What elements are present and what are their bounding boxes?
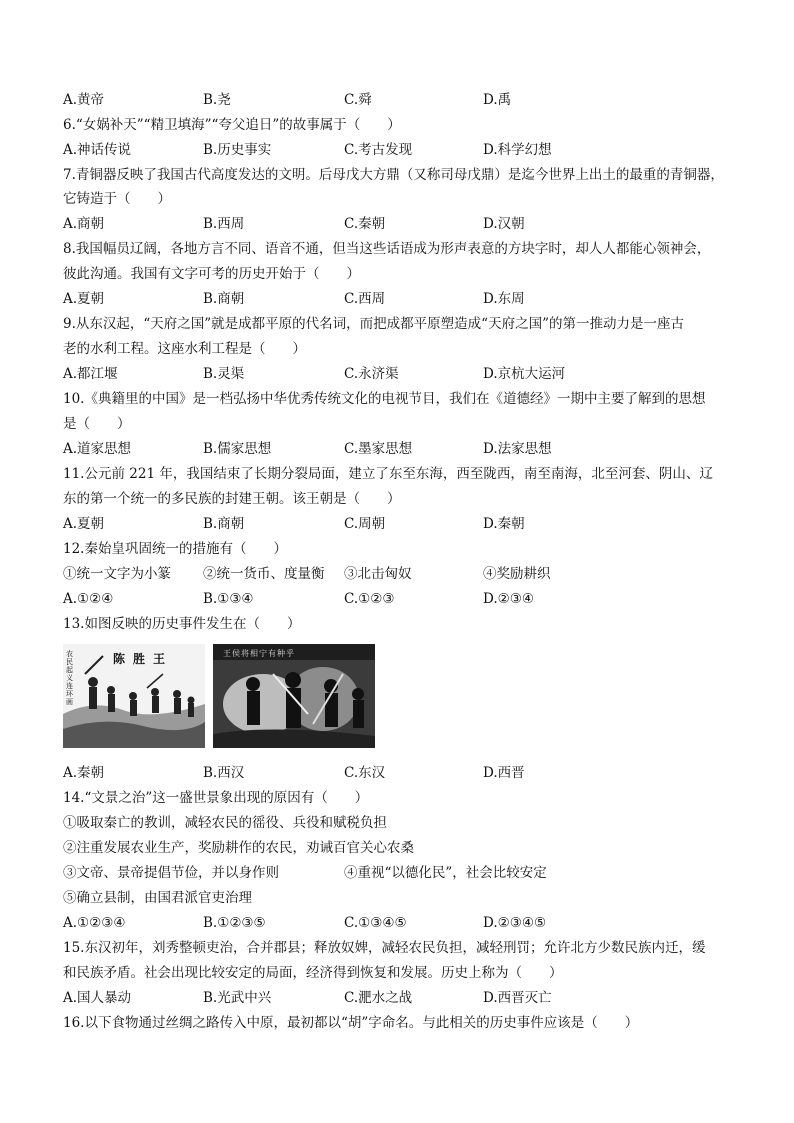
q13-fig1-side-caption: 农民起义连环画 bbox=[66, 650, 73, 706]
q8-stem-line-1: 8.我国幅员辽阔，各地方言不同、语音不通，但当这些话语成为形声表意的方块字时，却人人都能心领神会， bbox=[63, 241, 711, 257]
q12-option-a[interactable]: A.①②④ bbox=[63, 591, 114, 607]
q14-stem: 14.“文景之治”这一盛世景象出现的原因有（ ） bbox=[63, 790, 369, 806]
q6-option-d[interactable]: D.科学幻想 bbox=[483, 142, 552, 158]
q12-item-4: ④奖励耕织 bbox=[483, 566, 551, 582]
q13-fig2-caption: 王侯将相宁有种乎 bbox=[223, 649, 295, 658]
q8-option-a[interactable]: A.夏朝 bbox=[63, 291, 105, 307]
q9-stem-line-1: 9.从东汉起，“天府之国”就是成都平原的代名词，而把成都平原塑造成“天府之国”的第一推动力是一座古 bbox=[63, 316, 684, 332]
q5-options bbox=[63, 91, 743, 109]
q13-figures bbox=[63, 644, 375, 748]
q5-option-c[interactable]: C.舜 bbox=[344, 92, 372, 108]
q12-item-1: ①统一文字为小篆 bbox=[63, 566, 171, 582]
q9-stem-line-2: 老的水利工程。这座水利工程是（ ） bbox=[63, 341, 306, 357]
uprising-scene-icon bbox=[213, 644, 375, 748]
q7-option-b[interactable]: B.西周 bbox=[203, 216, 245, 232]
q6-stem: 6.“女娲补天”“精卫填海”“夸父追日”的故事属于（ ） bbox=[63, 117, 401, 133]
q11-options bbox=[63, 515, 743, 533]
q12-option-c[interactable]: C.①②③ bbox=[344, 591, 395, 607]
q12-options bbox=[63, 590, 743, 608]
q10-option-b[interactable]: B.儒家思想 bbox=[203, 441, 272, 457]
q8-option-b[interactable]: B.商朝 bbox=[203, 291, 245, 307]
q15-options bbox=[63, 989, 743, 1007]
q13-option-c[interactable]: C.东汉 bbox=[344, 765, 386, 781]
q14-items-row bbox=[63, 864, 743, 882]
q10-stem-line-1: 10.《典籍里的中国》是一档弘扬中华优秀传统文化的电视节目，我们在《道德经》一期中主要了解到的思想 bbox=[63, 391, 706, 407]
q12-option-d[interactable]: D.②③④ bbox=[483, 591, 534, 607]
q14-options bbox=[63, 914, 743, 932]
q14-option-b[interactable]: B.①②③⑤ bbox=[203, 915, 266, 931]
q14-item-4: ④重视“以德化民”，社会比较安定 bbox=[344, 865, 547, 881]
q5-option-d[interactable]: D.禹 bbox=[483, 92, 512, 108]
q10-option-c[interactable]: C.墨家思想 bbox=[344, 441, 413, 457]
q7-stem-line-2: 它铸造于（ ） bbox=[63, 191, 171, 207]
q15-option-d[interactable]: D.西晋灭亡 bbox=[483, 990, 552, 1006]
q15-option-a[interactable]: A.国人暴动 bbox=[63, 990, 132, 1006]
q13-figure-chen-sheng-comic bbox=[63, 644, 205, 748]
q9-option-a[interactable]: A.都江堰 bbox=[63, 366, 118, 382]
q9-options bbox=[63, 365, 743, 383]
q8-options bbox=[63, 290, 743, 308]
q12-items bbox=[63, 565, 743, 583]
q9-option-c[interactable]: C.永济渠 bbox=[344, 366, 399, 382]
q15-stem-line-1: 15.东汉初年，刘秀整顿吏治，合并郡县；释放奴婢，减轻农民负担，减轻刑罚；允许北方少数民族内迁，缓 bbox=[63, 940, 706, 956]
q8-option-d[interactable]: D.东周 bbox=[483, 291, 525, 307]
q15-option-c[interactable]: C.淝水之战 bbox=[344, 990, 413, 1006]
q14-option-d[interactable]: D.②③④⑤ bbox=[483, 915, 547, 931]
q5-option-a[interactable]: A.黄帝 bbox=[63, 92, 105, 108]
q13-stem: 13.如图反映的历史事件发生在（ ） bbox=[63, 616, 301, 632]
q5-option-b[interactable]: B.尧 bbox=[203, 92, 231, 108]
q11-option-a[interactable]: A.夏朝 bbox=[63, 516, 105, 532]
q9-option-d[interactable]: D.京杭大运河 bbox=[483, 366, 566, 382]
q12-option-b[interactable]: B.①③④ bbox=[203, 591, 254, 607]
q14-item-3: ③文帝、景帝提倡节俭，并以身作则 bbox=[63, 865, 279, 881]
q7-stem-line-1: 7.青铜器反映了我国古代高度发达的文明。后母戊大方鼎（又称司母戊鼎）是迄今世界上出土的最重的青铜器， bbox=[63, 167, 724, 183]
q13-option-b[interactable]: B.西汉 bbox=[203, 765, 245, 781]
q14-item-1: ①吸取秦亡的教训，减轻农民的徭役、兵役和赋税负担 bbox=[63, 815, 387, 831]
q10-option-a[interactable]: A.道家思想 bbox=[63, 441, 132, 457]
q13-options bbox=[63, 764, 743, 782]
q14-option-a[interactable]: A.①②③④ bbox=[63, 915, 126, 931]
q10-stem-line-2: 是（ ） bbox=[63, 416, 131, 432]
q11-option-d[interactable]: D.秦朝 bbox=[483, 516, 525, 532]
q10-option-d[interactable]: D.法家思想 bbox=[483, 441, 552, 457]
q14-item-5: ⑤确立县制，由国君派官吏治理 bbox=[63, 890, 252, 906]
q14-option-c[interactable]: C.①③④⑤ bbox=[344, 915, 407, 931]
q12-stem: 12.秦始皇巩固统一的措施有（ ） bbox=[63, 541, 287, 557]
q6-option-c[interactable]: C.考古发现 bbox=[344, 142, 413, 158]
q6-option-b[interactable]: B.历史事实 bbox=[203, 142, 272, 158]
q12-item-3: ③北击匈奴 bbox=[344, 566, 412, 582]
q14-item-2: ②注重发展农业生产，奖励耕作的农民，劝诫百官关心农桑 bbox=[63, 840, 414, 856]
q13-option-d[interactable]: D.西晋 bbox=[483, 765, 525, 781]
q7-option-a[interactable]: A.商朝 bbox=[63, 216, 105, 232]
q11-stem-line-2: 东的第一个统一的多民族的封建王朝。该王朝是（ ） bbox=[63, 491, 401, 507]
q11-stem-line-1: 11.公元前 221 年，我国结束了长期分裂局面，建立了东至东海，西至陇西，南至南海，北至河套、阴山、辽 bbox=[63, 466, 713, 482]
q16-stem: 16.以下食物通过丝绸之路传入中原，最初都以“胡”字命名。与此相关的历史事件应该是（ ） bbox=[63, 1015, 639, 1031]
q7-option-c[interactable]: C.秦朝 bbox=[344, 216, 386, 232]
q6-option-a[interactable]: A.神话传说 bbox=[63, 142, 132, 158]
q13-fig1-title: 陈胜王 bbox=[113, 652, 174, 666]
q11-option-b[interactable]: B.商朝 bbox=[203, 516, 245, 532]
q13-figure-uprising-scene bbox=[213, 644, 375, 748]
q13-option-a[interactable]: A.秦朝 bbox=[63, 765, 105, 781]
q12-item-2: ②统一货币、度量衡 bbox=[203, 566, 325, 582]
q15-option-b[interactable]: B.光武中兴 bbox=[203, 990, 272, 1006]
q6-options bbox=[63, 141, 743, 159]
q10-options bbox=[63, 440, 743, 458]
q8-stem-line-2: 彼此沟通。我国有文字可考的历史开始于（ ） bbox=[63, 266, 360, 282]
q7-options bbox=[63, 215, 743, 233]
q9-option-b[interactable]: B.灵渠 bbox=[203, 366, 245, 382]
q7-option-d[interactable]: D.汉朝 bbox=[483, 216, 525, 232]
q8-option-c[interactable]: C.西周 bbox=[344, 291, 386, 307]
q15-stem-line-2: 和民族矛盾。社会出现比较安定的局面，经济得到恢复和发展。历史上称为（ ） bbox=[63, 965, 563, 981]
q11-option-c[interactable]: C.周朝 bbox=[344, 516, 386, 532]
